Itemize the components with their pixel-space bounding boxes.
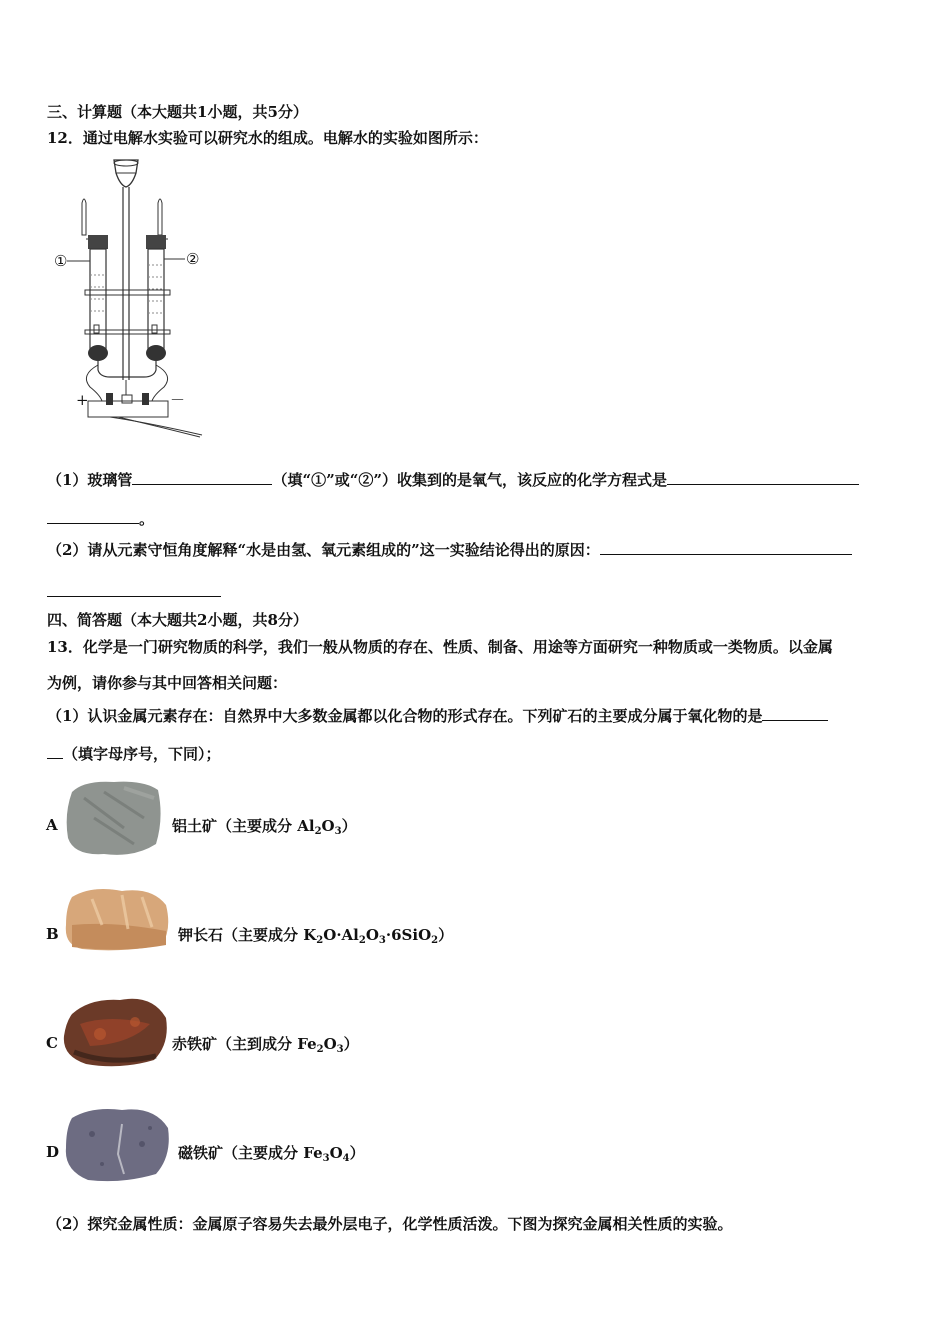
- hematite-image: [60, 994, 170, 1070]
- option-c-name: 赤铁矿（主到成分: [172, 1035, 298, 1053]
- formula-subscript: 4: [342, 1153, 350, 1164]
- option-b-letter[interactable]: B: [46, 925, 59, 943]
- q12-part2-text: [47, 540, 852, 560]
- option-a-label: [172, 816, 357, 842]
- q12-part1-text: [47, 470, 859, 490]
- option-d-close: ）: [349, 1144, 365, 1162]
- question-13-line1: 13．化学是一门研究物质的科学，我们一般从物质的存在、性质、制备、用途等方面研究一种物质或一类物质。以金属: [47, 638, 833, 656]
- q13-part1-hint: （填字母序号，下同）；: [63, 745, 221, 763]
- formula-subscript: 2: [316, 935, 324, 946]
- option-a-letter[interactable]: A: [46, 816, 58, 834]
- question-12-text: 12．通过电解水实验可以研究水的组成。电解水的实验如图所示：: [47, 129, 488, 147]
- option-a-close: ）: [341, 817, 357, 835]
- q13-part1-prompt: （1）认识金属元素存在：自然界中大多数金属都以化合物的形式存在。下列矿石的主要成分属于氧化物的是: [47, 707, 763, 725]
- answer-blank-reason-cont[interactable]: [47, 582, 221, 597]
- formula-subscript: 3: [378, 935, 386, 946]
- potassium-feldspar-image: [62, 885, 172, 953]
- positive-terminal-label: +: [76, 391, 89, 409]
- option-c-label: [172, 1034, 359, 1060]
- formula-part: O: [329, 1144, 343, 1162]
- formula-subscript: 2: [314, 826, 322, 837]
- formula-part: Fe: [297, 1035, 317, 1053]
- option-b-close: ）: [438, 926, 454, 944]
- option-d-label: [178, 1143, 365, 1169]
- formula-part: ·6SiO: [385, 926, 432, 944]
- answer-blank-equation-cont[interactable]: [47, 509, 139, 524]
- tube-label-1: ①: [54, 252, 68, 270]
- q13-part1-line2: [47, 744, 221, 764]
- option-b-name: 钾长石（主要成分: [178, 926, 304, 944]
- formula-part: O: [321, 817, 335, 835]
- answer-blank-reason[interactable]: [600, 540, 852, 555]
- option-d-letter[interactable]: D: [46, 1143, 60, 1161]
- formula-part: K: [303, 926, 317, 944]
- formula-subscript: 3: [336, 1044, 344, 1055]
- q12-part2-continuation: [47, 582, 221, 602]
- section-heading-3: 三、计算题（本大题共1小题，共5分）: [47, 103, 308, 121]
- answer-blank-tube[interactable]: [132, 470, 272, 485]
- q12-part2-prompt: （2）请从元素守恒角度解释“水是由氢、氧元素组成的”这一实验结论得出的原因：: [47, 541, 600, 559]
- option-a-name: 铝土矿（主要成分: [172, 817, 298, 835]
- formula-subscript: 3: [334, 826, 342, 837]
- formula-subscript: 2: [431, 935, 439, 946]
- answer-blank-equation[interactable]: [667, 470, 859, 485]
- bauxite-image: [64, 778, 164, 860]
- formula-part: Al: [297, 817, 315, 835]
- q13-part2-text: （2）探究金属性质：金属原子容易失去最外层电子，化学性质活泼。下图为探究金属相关性质的实验。: [47, 1215, 733, 1233]
- magnetite-image: [62, 1104, 172, 1184]
- option-b-label: [178, 925, 453, 951]
- q12-part1-continuation: [47, 509, 154, 529]
- formula-part: O: [365, 926, 379, 944]
- q12-part1-middle: （填“①”或“②”）收集到的是氧气，该反应的化学方程式是: [272, 471, 667, 489]
- option-d-name: 磁铁矿（主要成分: [178, 1144, 304, 1162]
- q12-part1-prefix: （1）玻璃管: [47, 471, 133, 489]
- answer-blank-oxide-cont[interactable]: [47, 744, 63, 759]
- section-heading-4: 四、简答题（本大题共2小题，共8分）: [47, 611, 308, 629]
- option-c-letter[interactable]: C: [46, 1034, 58, 1052]
- negative-terminal-label: －: [170, 391, 186, 409]
- q13-part1-line1: [47, 706, 828, 726]
- formula-part: O·Al: [323, 926, 359, 944]
- answer-blank-oxide[interactable]: [762, 706, 828, 721]
- formula-part: Fe: [303, 1144, 323, 1162]
- formula-subscript: 3: [322, 1153, 330, 1164]
- formula-subscript: 2: [358, 935, 366, 946]
- q12-part1-period: 。: [139, 510, 155, 528]
- question-13-line2: 为例，请你参与其中回答相关问题：: [47, 674, 288, 692]
- formula-subscript: 2: [316, 1044, 324, 1055]
- tube-label-2: ②: [186, 250, 200, 268]
- option-c-close: ）: [343, 1035, 359, 1053]
- formula-part: O: [323, 1035, 337, 1053]
